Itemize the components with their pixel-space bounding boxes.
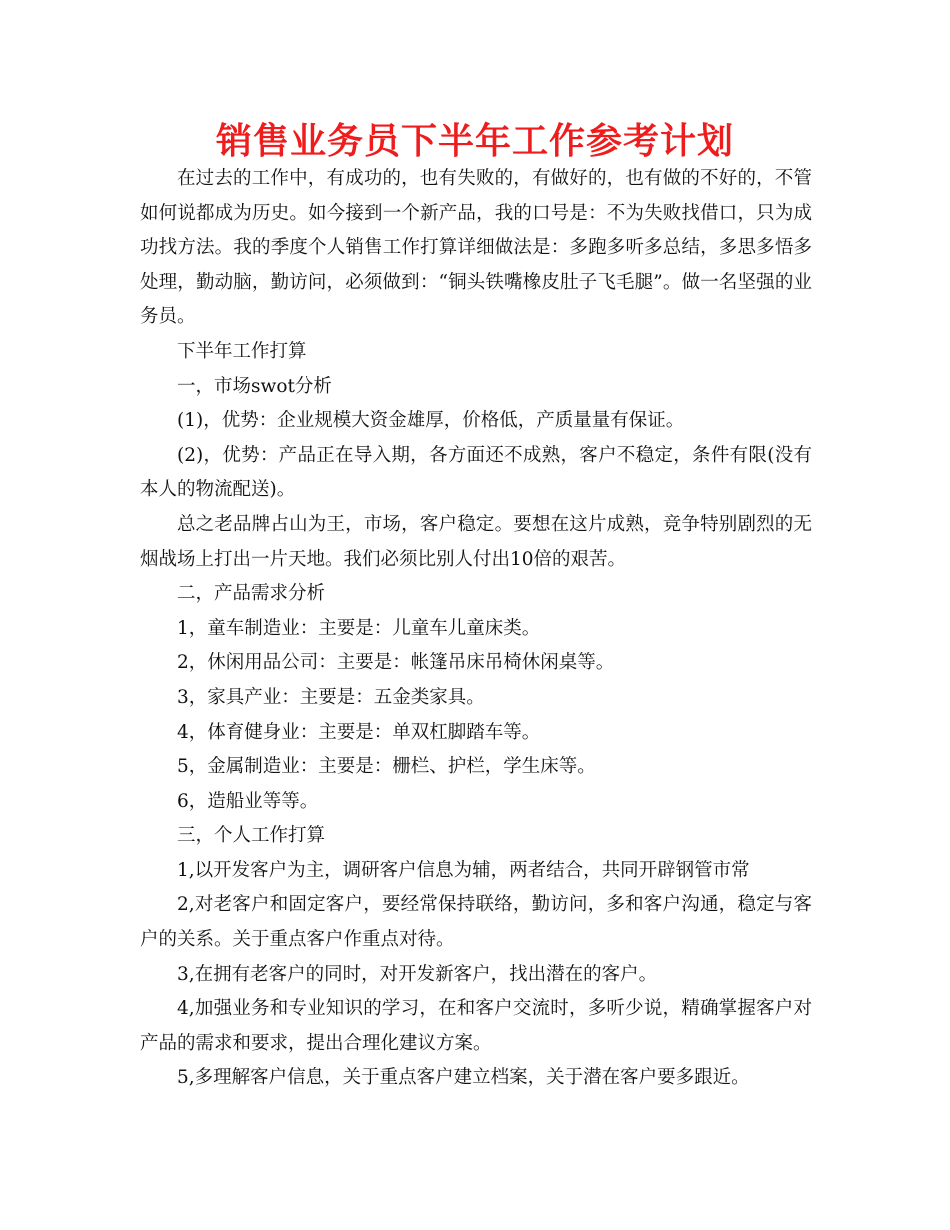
section-heading-swot: 一，市场swot分析 — [177, 375, 332, 397]
list-item: (2)，优势：产品正在导入期，各方面还不成熟，客户不稳定，条件有限(没有本人的物流配送)。 — [140, 444, 812, 501]
section-heading-personal: 三，个人工作打算 — [177, 825, 326, 847]
section-heading-plan: 下半年工作打算 — [177, 340, 307, 362]
list-item: 6，造船业等等。 — [177, 790, 319, 812]
list-item: 2，休闲用品公司：主要是：帐篷吊床吊椅休闲桌等。 — [177, 652, 615, 674]
list-item: 3，家具产业：主要是：五金类家具。 — [177, 686, 485, 708]
document-title: 销售业务员下半年工作参考计划 — [215, 121, 734, 162]
section-heading-demand: 二，产品需求分析 — [177, 583, 326, 605]
list-item: 5,多理解客户信息，关于重点客户建立档案，关于潜在客户要多跟近。 — [177, 1067, 750, 1089]
list-item: 2,对老客户和固定客户，要经常保持联络，勤访问，多和客户沟通，稳定与客户的关系。关于重点客户作重点对待。 — [140, 894, 812, 951]
paragraph-summary: 总之老品牌占山为王，市场，客户稳定。要想在这片成熟，竞争特别剧烈的无烟战场上打出一片天地。我们必须比别人付出10倍的艰苦。 — [140, 513, 812, 570]
list-item: 1，童车制造业：主要是：儿童车儿童床类。 — [177, 617, 541, 639]
list-item: 1,以开发客户为主，调研客户信息为辅，两者结合，共同开辟钢管市常 — [177, 859, 750, 881]
document-body — [140, 162, 812, 1096]
list-item: 4，体育健身业：主要是：单双杠脚踏车等。 — [177, 721, 541, 743]
list-item: 3,在拥有老客户的同时，对开发新客户，找出潜在的客户。 — [177, 963, 658, 985]
list-item: 5，金属制造业：主要是：栅栏、护栏，学生床等。 — [177, 756, 596, 778]
list-item: 4,加强业务和专业知识的学习，在和客户交流时，多听少说，精确掌握客户对产品的需求和要求，提出合理化建议方案。 — [140, 998, 812, 1054]
list-item: (1)，优势：企业规模大资金雄厚，价格低，产质量量有保证。 — [177, 410, 685, 432]
paragraph-intro: 在过去的工作中，有成功的，也有失败的，有做好的，也有做的不好的，不管如何说都成为历史。如今接到一个新产品，我的口号是：不为失败找借口，只为成功找方法。我的季度个人销售工作打算详细做法是：多跑多听多总结，多思多悟多处理，勤动脑，勤访问，必须做到：“铜头铁嘴橡皮肚子飞毛腿”。做一名坚强的业务员。 — [140, 168, 812, 328]
